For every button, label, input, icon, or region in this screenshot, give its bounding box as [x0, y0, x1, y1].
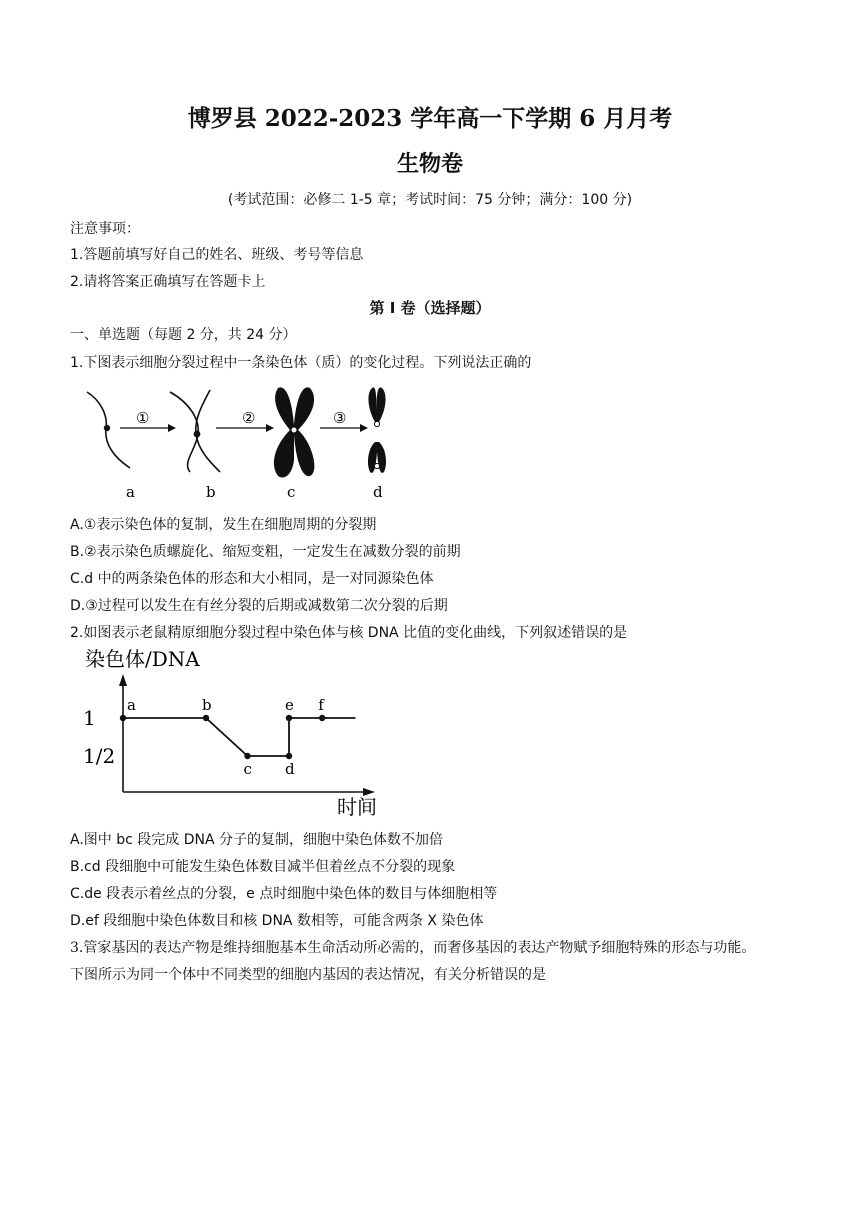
question-2-option-c: C.de 段表示着丝点的分裂，e 点时细胞中染色体的数目与体细胞相等 [70, 886, 498, 902]
ratio-chart [75, 644, 395, 824]
exam-scope: (考试范围：必修二 1-5 章；考试时间：75 分钟；满分：100 分) [227, 192, 633, 208]
chart-point-e [286, 715, 292, 721]
arrow-step-3 [320, 409, 368, 432]
part-title: 一、单选题（每题 2 分，共 24 分） [70, 327, 297, 343]
notice-item: 1.答题前填写好自己的姓名、班级、考号等信息 [70, 247, 364, 263]
page-title: 博罗县 2022-2023 学年高一下学期 6 月月考 [187, 105, 673, 132]
step-2-label: ② [242, 409, 256, 427]
question-2-stem: 2.如图表示老鼠精原细胞分裂过程中染色体与核 DNA 比值的变化曲线，下列叙述错误的是 [70, 625, 628, 641]
page-subtitle: 生物卷 [396, 151, 463, 177]
chromosome-b-graphic [170, 390, 220, 472]
figure-label-c: c [287, 483, 296, 501]
chromosome-figure [70, 380, 430, 505]
arrow-step-2 [216, 409, 274, 432]
notice-item: 2.请将答案正确填写在答题卡上 [70, 274, 266, 290]
step-3-label: ③ [333, 409, 347, 427]
chart-y-axis-arrow [119, 674, 127, 686]
question-3-stem-line-1: 3.管家基因的表达产物是维持细胞基本生命活动所必需的，而奢侈基因的表达产物赋予细胞特殊的形态与功能。 [70, 940, 756, 956]
chart-y-tick-label: 1/2 [83, 744, 116, 768]
chromosome-d-graphic [368, 387, 386, 472]
chart-point-label: b [202, 696, 212, 714]
question-2-option-d: D.ef 段细胞中染色体数目和核 DNA 数相等，可能含两条 X 染色体 [70, 913, 484, 929]
question-1-stem: 1.下图表示细胞分裂过程中一条染色体（质）的变化过程。下列说法正确的 [70, 355, 532, 371]
notice-heading: 注意事项： [70, 221, 140, 237]
chart-point-label: d [285, 760, 295, 778]
question-1-option-d: D.③过程可以发生在有丝分裂的后期或减数第二次分裂的后期 [70, 598, 448, 614]
question-1-option-b: B.②表示染色质螺旋化、缩短变粗，一定发生在减数分裂的前期 [70, 544, 461, 560]
chart-point-label: f [318, 696, 324, 714]
question-3-stem-line-2: 下图所示为同一个体中不同类型的细胞内基因的表达情况，有关分析错误的是 [70, 967, 546, 983]
chart-point-label: e [285, 696, 294, 714]
chromatid-a-graphic [87, 392, 130, 468]
question-2-option-b: B.cd 段细胞中可能发生染色体数目减半但着丝点不分裂的现象 [70, 859, 456, 875]
chart-point-d [286, 753, 292, 759]
chromosome-c-graphic [274, 387, 315, 477]
figure-label-d: d [373, 483, 383, 501]
chart-point-c [244, 753, 250, 759]
question-1-option-a: A.①表示染色体的复制，发生在细胞周期的分裂期 [70, 517, 377, 533]
chart-series-line [123, 718, 355, 756]
arrow-step-1 [120, 409, 176, 432]
question-1-option-c: C.d 中的两条染色体的形态和大小相同，是一对同源染色体 [70, 571, 434, 587]
chart-y-tick-label: 1 [83, 706, 96, 730]
chart-point-a [120, 715, 126, 721]
chart-point-f [319, 715, 325, 721]
figure-label-b: b [206, 483, 216, 501]
chart-y-axis-label: 染色体/DNA [85, 647, 200, 671]
chart-point-label: a [127, 696, 136, 714]
chart-point-b [203, 715, 209, 721]
section-title: 第 I 卷（选择题） [369, 299, 491, 317]
question-2-option-a: A.图中 bc 段完成 DNA 分子的复制，细胞中染色体数不加倍 [70, 832, 443, 848]
chart-point-label: c [243, 760, 252, 778]
figure-label-a: a [126, 483, 135, 501]
step-1-label: ① [136, 409, 150, 427]
chart-x-axis-label: 时间 [337, 795, 377, 819]
